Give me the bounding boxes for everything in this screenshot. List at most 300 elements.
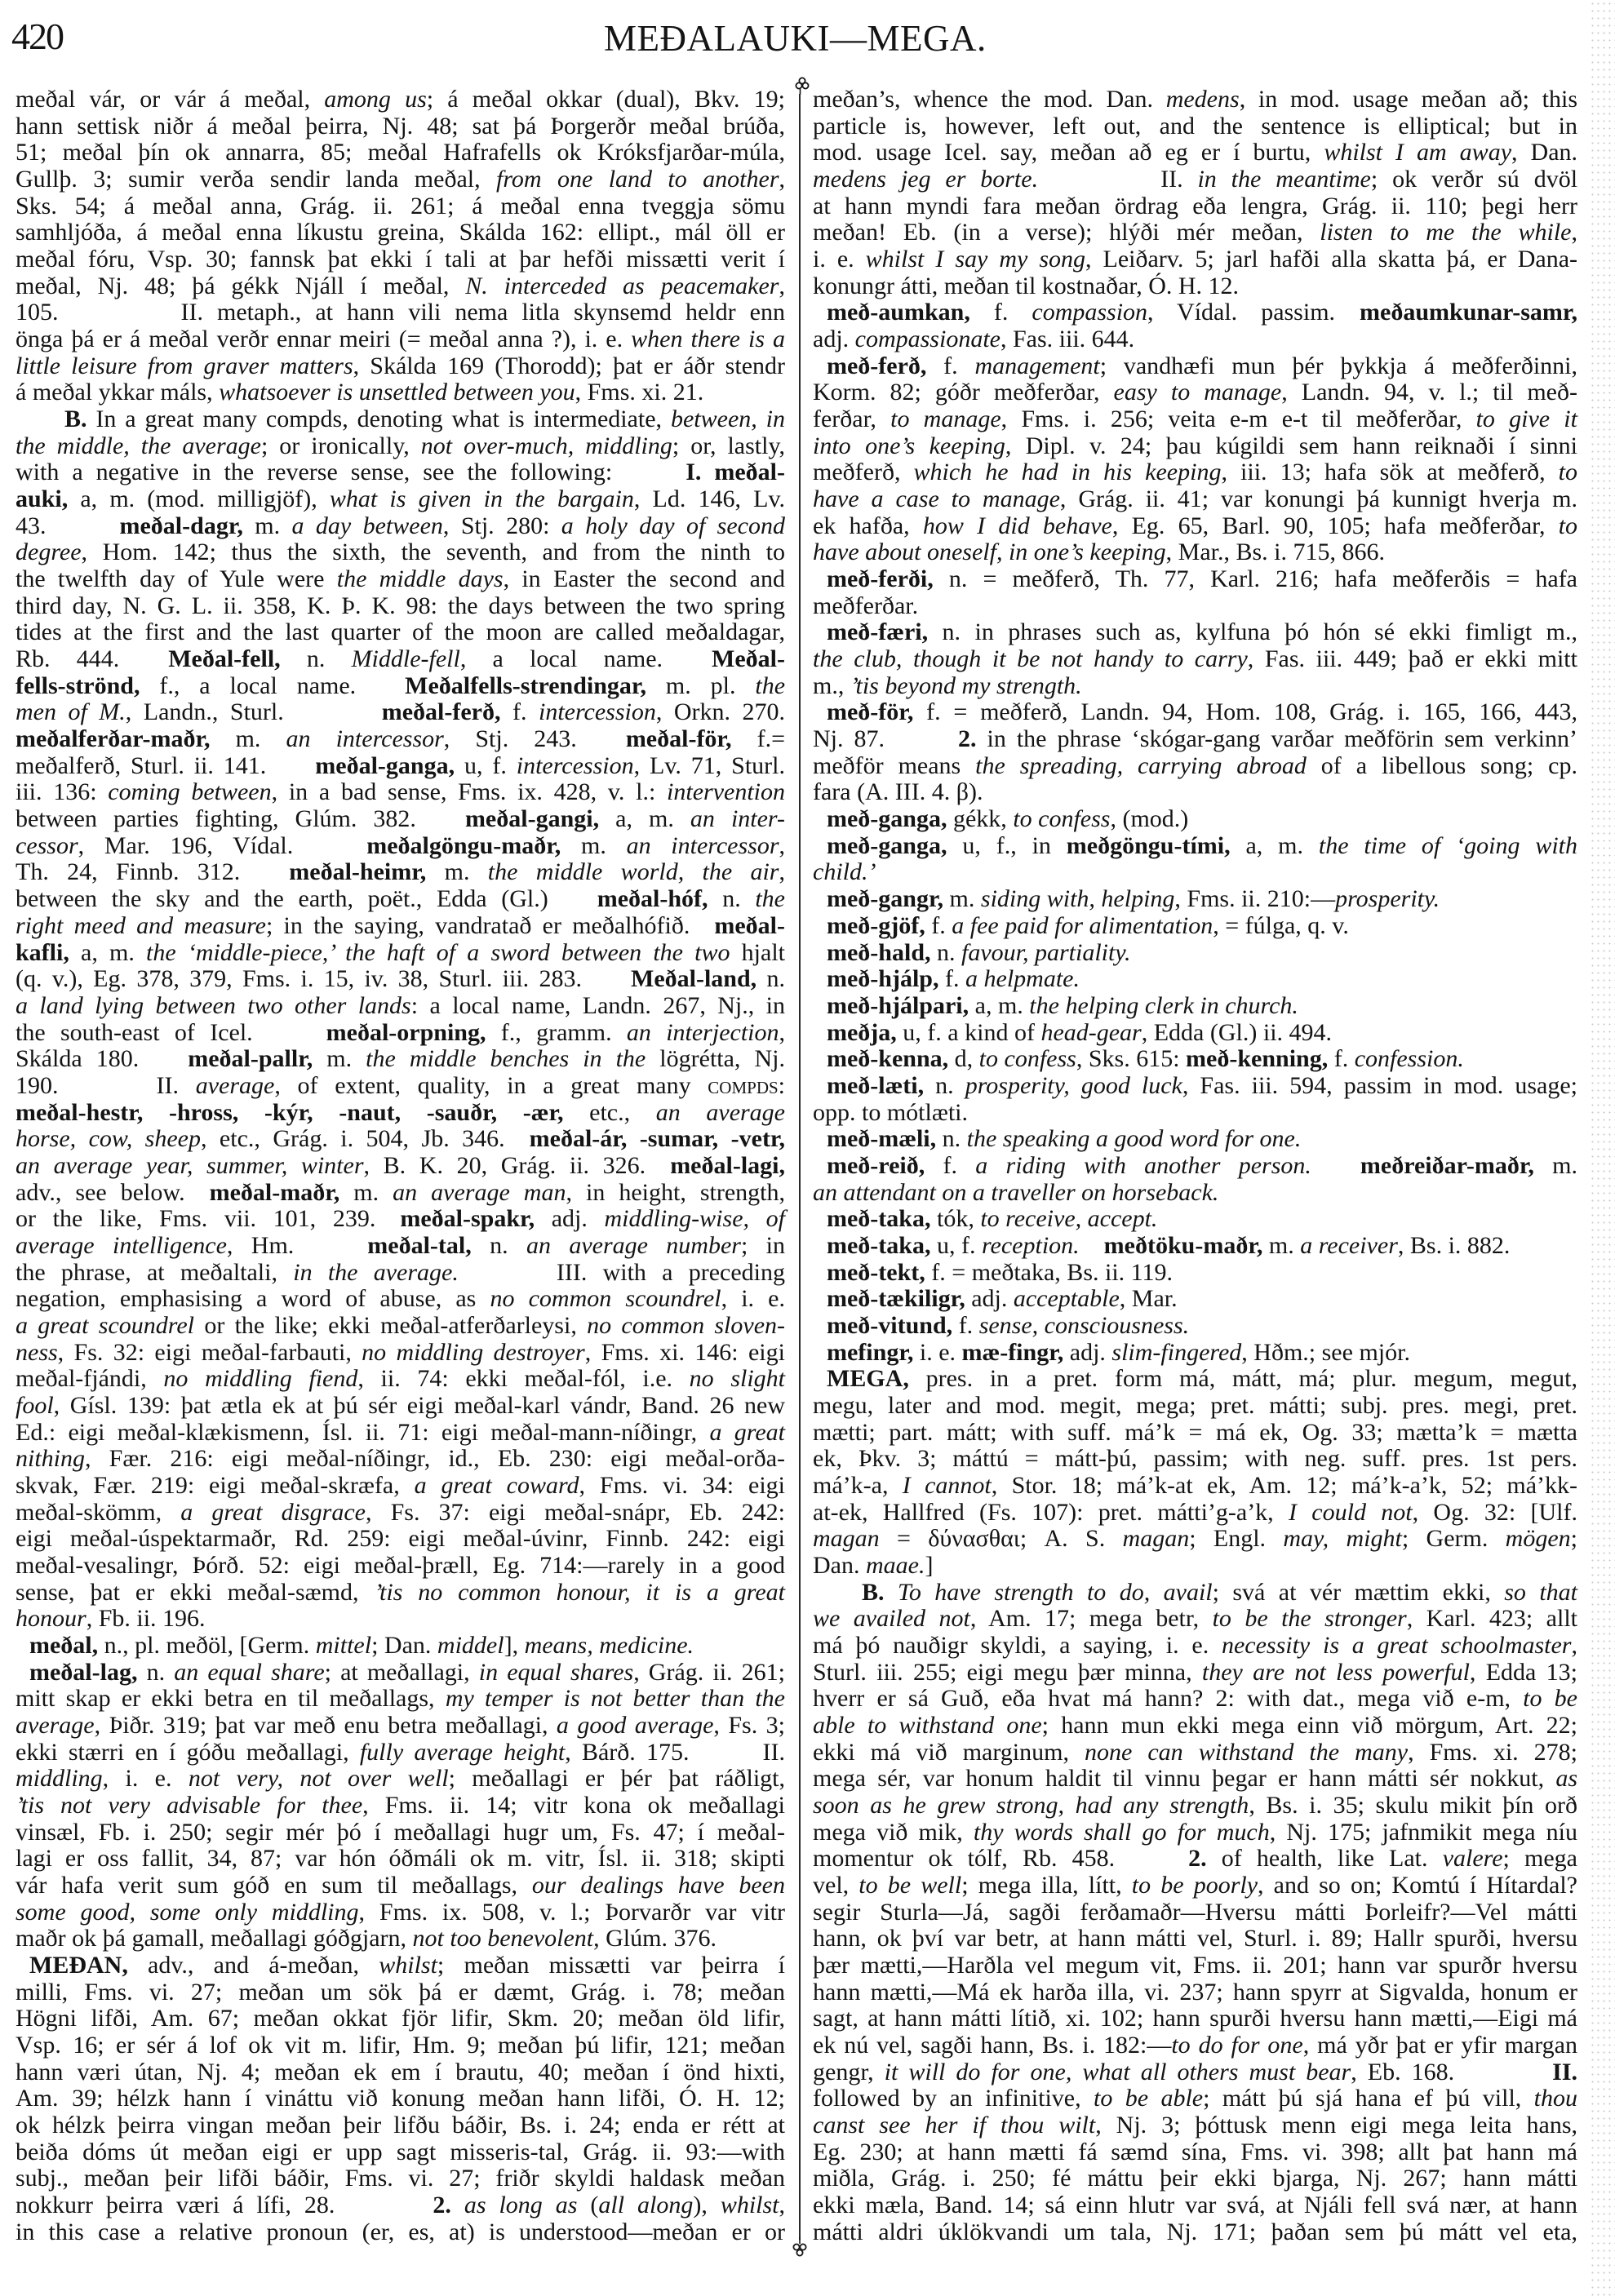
english-gloss: all along [598, 2192, 694, 2219]
english-gloss: the spreading, carrying abroad [975, 751, 1307, 779]
line-text [16, 753, 785, 780]
entry-text: of a libellous song; cp. [1306, 751, 1577, 779]
entry-text: meðan! Eb. (in a verse); hlýði mér meðan, [813, 219, 1320, 246]
text-line [813, 2032, 1577, 2059]
line-text [16, 1180, 785, 1207]
text-line [813, 1660, 1577, 1687]
entry-text: , Lv. 71, Sturl. [633, 751, 785, 779]
entry-text: , Glúm. 376. [593, 1925, 717, 1952]
headword: með-hjálp, [827, 965, 939, 993]
entry-text: at-ek, Hallfred (Fs. 107): pret. mátti’g-a’k, [813, 1498, 1289, 1526]
entry-text: konungr átti, meðan til kostnaðar, Ó. H. 12. [813, 272, 1240, 299]
text-line [813, 539, 1577, 566]
english-gloss: the ‘middle-piece,’ the haft of a sword between the two [146, 938, 730, 966]
text-line [16, 1580, 785, 1607]
dictionary-entry [813, 1073, 1577, 1126]
entry-text: gengr, [813, 2058, 885, 2085]
entry-text: n. [137, 1658, 175, 1686]
entry-text: between the sky and the earth, poët., Edda (Gl.) [16, 885, 597, 913]
text-line [16, 2006, 785, 2032]
text-line [16, 219, 785, 246]
headword: með-tekt, [827, 1258, 925, 1286]
text-line [813, 1126, 1577, 1153]
english-gloss: an average year, summer, winter [16, 1151, 364, 1179]
entry-text: ; hann mun ekki mega einn við mörgum, Art. 22; [1041, 1711, 1577, 1739]
english-gloss: horse, cow, sheep [16, 1125, 201, 1153]
section-marker: II. [762, 1738, 785, 1766]
line-text [16, 1446, 785, 1473]
entry-text: negation, emphasising a word of abuse, as [16, 1285, 490, 1313]
line-text [16, 1313, 785, 1340]
english-gloss: whilst [379, 1952, 437, 1979]
line-text [64, 406, 785, 433]
entry-text: Vsp. 16; er sér á lof ok vit m. lifir, Hm. 9; meðan þú lifir, 121; meðan [16, 2032, 785, 2059]
line-text [16, 2032, 785, 2059]
text-line [813, 753, 1577, 780]
text-line [16, 1020, 785, 1047]
english-gloss: thy words shall go for much [973, 1818, 1270, 1846]
line-text [813, 1952, 1577, 1979]
line-text [16, 2219, 785, 2246]
english-gloss: a holy day of second [561, 512, 785, 539]
entry-text [1038, 166, 1160, 193]
text-line [16, 859, 785, 886]
english-gloss: I could not [1289, 1498, 1413, 1526]
line-text [813, 1713, 1577, 1740]
english-gloss: men of M. [16, 698, 126, 726]
text-line [16, 326, 785, 353]
text-line [16, 779, 785, 806]
text-line [16, 1073, 785, 1100]
entry-text: , Dan. [1511, 139, 1578, 166]
entry-text: m. [313, 1045, 366, 1073]
line-text [29, 1633, 694, 1660]
text-line [16, 379, 785, 406]
line-text [813, 113, 1577, 140]
text-line [16, 86, 785, 113]
english-gloss: an average number [526, 1231, 741, 1259]
dictionary-entry [813, 1153, 1577, 1206]
line-text [16, 140, 785, 166]
entry-text: the twelfth day of Yule were [16, 565, 337, 593]
english-gloss: have about oneself, in one’s keeping [813, 539, 1166, 566]
line-text [16, 1500, 785, 1527]
text-line [813, 1420, 1577, 1447]
dictionary-entry [813, 1366, 1577, 1579]
entry-text: m. [242, 512, 292, 539]
text-line [813, 1766, 1577, 1793]
text-line [16, 1952, 785, 1979]
entry-text [459, 1259, 557, 1286]
entry-text: adj. [1063, 1338, 1112, 1366]
text-line [813, 2165, 1577, 2192]
headword: meðal-tal, [367, 1231, 472, 1259]
entry-text: n. in phrases such as, kylfuna þó hón sé ekki fimligt m., [928, 618, 1577, 646]
scan-edge-speckle [1590, 0, 1615, 2296]
entry-text: Am. 39; hélzk hann í vináttu við konung meðan hann lifði, Ó. H. 12; [16, 2085, 785, 2112]
line-text [16, 1526, 785, 1553]
english-gloss: they are not less powerful [1201, 1658, 1470, 1686]
entry-text: , Grág. ii. 261; [633, 1658, 785, 1686]
line-text [813, 2112, 1577, 2139]
text-line [16, 1660, 785, 1687]
running-head: MEÐALAUKI—MEGA. [604, 18, 987, 59]
entry-text: , Dipl. v. 24; þau kúgildi sem hann reiknaði í sinni [1005, 432, 1577, 459]
text-line [813, 913, 1577, 940]
text-line [813, 326, 1577, 353]
entry-text: Eg. 230; at hann mætti fá sæmd sína, Fms. vi. 398; allt þat hann má [813, 2138, 1577, 2165]
line-text [813, 2006, 1577, 2032]
entry-text: f. [926, 352, 975, 379]
text-line [813, 699, 1577, 726]
text-line [16, 886, 785, 913]
text-line [813, 859, 1577, 886]
text-line [813, 966, 1577, 993]
english-gloss: able to withstand one [813, 1711, 1042, 1739]
text-line [16, 806, 785, 833]
entry-text: n. [280, 645, 352, 673]
english-gloss: reception. [981, 1231, 1080, 1259]
line-text [16, 2059, 785, 2086]
entry-text: , Bs. i. 882. [1397, 1231, 1511, 1259]
dictionary-entry [813, 1260, 1577, 1287]
dictionary-entry [813, 699, 1577, 806]
english-gloss: to [1558, 512, 1578, 539]
english-gloss: average [195, 1071, 275, 1099]
entry-text: or the like; ekki meðal-atferðarleysi, [194, 1311, 588, 1339]
entry-text: meðal, Nj. 48; þá gékk Njáll í meðal, [16, 272, 466, 299]
entry-text: ; ok verðr sú dvöl [1370, 166, 1578, 193]
line-text [827, 913, 1349, 940]
entry-text: , Fs. 3; [713, 1711, 785, 1739]
entry-text: , Nj. 175; jafnmikit mega níu [1269, 1818, 1577, 1846]
english-gloss: an intercessor [286, 725, 444, 753]
line-text [16, 1873, 785, 1899]
text-line [16, 513, 785, 540]
entry-text: ; Engl. [1189, 1525, 1284, 1553]
english-gloss: an intercessor [626, 831, 779, 859]
text-line [16, 1500, 785, 1527]
english-gloss: medens jeg er borte. [813, 166, 1039, 193]
dictionary-entry [813, 1340, 1577, 1367]
text-line [16, 1286, 785, 1313]
text-line [16, 246, 785, 273]
entry-text: , Fb. ii. 196. [86, 1605, 206, 1633]
entry-text: , Skálda 169 (Thorodd); þat er áðr stendr [353, 352, 785, 379]
entry-text: Gullþ. 3; sumir verða sendir landa meðal, [16, 166, 497, 193]
text-line [813, 1553, 1577, 1580]
text-line [16, 1553, 785, 1580]
line-text [16, 379, 703, 406]
line-text [813, 779, 983, 806]
line-text [827, 1153, 1577, 1180]
text-line [16, 1713, 785, 1740]
english-gloss: our dealings have been [531, 1872, 785, 1899]
entry-text: (q. v.), Eg. 378, 379, Fms. i. 15, iv. 38, Sturl. iii. 283. [16, 965, 632, 993]
entry-text [701, 459, 714, 485]
text-line [813, 513, 1577, 540]
line-text [813, 140, 1577, 166]
text-line [813, 1206, 1577, 1233]
entry-text: , Nj. 3; þóttusk menn eigi mega leita hans, [1095, 2112, 1577, 2139]
dictionary-entry [813, 966, 1577, 993]
entry-text: , [779, 1018, 785, 1046]
english-gloss: the middle, the average [16, 432, 261, 459]
line-text [16, 1393, 785, 1420]
line-text [16, 1713, 785, 1740]
text-line [16, 2165, 785, 2192]
english-gloss: easy to manage [1113, 379, 1282, 406]
text-line [16, 833, 785, 860]
text-line [16, 166, 785, 193]
dictionary-entry [813, 806, 1577, 833]
text-line [16, 1633, 785, 1660]
headword: Meðal-fell, [168, 645, 281, 673]
text-line [16, 1846, 785, 1873]
entry-text: u, f. [455, 751, 517, 779]
entry-text: mega sér, var honum haldit til vinnu þegar er hann mátti sér nokkut, [813, 1765, 1556, 1793]
english-gloss: prosperity. [1335, 885, 1440, 913]
line-text [813, 1766, 1577, 1793]
entry-text: nokkurr þeirra væri á lífi, 28. [16, 2192, 433, 2219]
english-gloss: to be [1523, 1685, 1577, 1713]
section-marker: II. [156, 1071, 179, 1099]
entry-text: , [779, 831, 786, 859]
entry-text: n. [708, 885, 756, 913]
entry-text: , [779, 858, 785, 886]
english-gloss: as [1555, 1765, 1577, 1793]
entry-text: , [1571, 1631, 1577, 1659]
line-text [16, 193, 785, 220]
text-line [813, 1793, 1577, 1820]
line-text [16, 1846, 785, 1873]
entry-text: ferðar, [813, 406, 891, 433]
english-gloss: none can withstand the many [1085, 1738, 1409, 1766]
entry-text: ; Germ. [1401, 1525, 1506, 1553]
entry-text: , in height, strength, [566, 1178, 785, 1206]
entry-text: Rb. 444. [16, 645, 169, 673]
entry-text: , a local name. [459, 645, 712, 673]
entry-text: , Leiðarv. 5; jarl hafði alla skatta þá, er Dana- [1085, 246, 1578, 273]
entry-text: sagt, at hann mátti lítið, xi. 102; hann spurði hversu hann mætti,—Eigi má [813, 2005, 1577, 2032]
text-line [813, 1606, 1577, 1633]
english-gloss: soon as he grew strong, had any strength [813, 1792, 1249, 1819]
line-text [16, 246, 785, 273]
headword: meðaumkunar-samr, [1360, 299, 1577, 326]
headword: meðal- [714, 459, 786, 486]
line-text [827, 833, 1577, 860]
entry-text: at hann myndi fara meðan ördrag eða lengra, Grág. ii. 110; þegi herr [813, 192, 1577, 219]
line-text [16, 646, 785, 673]
english-gloss: middling [16, 1765, 103, 1793]
entry-text: , Gísl. 139: þat ætla ek at þú sér eigi meðal-karl vándr, Band. 26 new [53, 1391, 785, 1419]
entry-text: á meðal ykkar máls, [16, 379, 220, 406]
line-text [16, 566, 785, 593]
text-line [813, 459, 1577, 486]
entry-text: f. [925, 911, 952, 939]
text-line [813, 1899, 1577, 1926]
text-line [813, 273, 1577, 300]
line-text [827, 1046, 1464, 1073]
english-gloss: no slight [689, 1365, 785, 1393]
entry-text: gékk, [947, 805, 1014, 833]
entry-text [885, 1579, 898, 1606]
english-gloss: Middle-fell [351, 645, 460, 673]
english-gloss: N. interceded as peacemaker [465, 272, 779, 299]
text-line [16, 940, 785, 967]
headword: kafli, [16, 938, 69, 966]
english-gloss: in the average. [293, 1258, 459, 1286]
entry-text: Sks. 54; á meðal anna, Grág. ii. 261; á meðal enna tveggja sömu [16, 192, 785, 219]
entry-text: f. = meðtaka, Bs. ii. 119. [925, 1258, 1174, 1286]
line-text [16, 726, 785, 753]
english-gloss: little leisure from graver matters [16, 352, 353, 379]
entry-text: In a great many compds, denoting what is intermediate, [87, 406, 671, 433]
entry-text: n. [930, 938, 961, 966]
entry-text: Högni lifði, Am. 67; meðan okkat fjör lifir, Skm. 20; meðan öld lifir, [16, 2005, 785, 2032]
line-text [813, 1820, 1577, 1846]
line-text [16, 2192, 785, 2219]
text-line [813, 1020, 1577, 1047]
english-gloss: average [16, 1711, 95, 1739]
line-text [16, 1420, 785, 1447]
entry-text: , i. e. [721, 1285, 785, 1313]
text-line [813, 1926, 1577, 1952]
entry-text: 190. [16, 1071, 157, 1099]
entry-text: ; á meðal okkar (dual), Bkv. 19; [426, 86, 785, 113]
dictionary-entry [813, 619, 1577, 699]
entry-text: : [778, 1071, 786, 1099]
english-gloss: to confess [1013, 805, 1111, 833]
text-line [16, 673, 785, 700]
line-text [16, 673, 785, 700]
text-line [813, 1473, 1577, 1500]
entry-text: , [779, 272, 785, 299]
headword: með-kenning, [1186, 1045, 1329, 1073]
line-text [813, 1926, 1577, 1952]
line-text [827, 886, 1440, 913]
section-marker: B. [862, 1578, 885, 1606]
english-gloss: the time of ‘going with [1318, 831, 1578, 859]
entry-text: ek hafða, [813, 512, 923, 539]
entry-text: vel, [813, 1872, 859, 1899]
section-marker: II. [1160, 166, 1183, 193]
text-line [16, 539, 785, 566]
line-text [16, 459, 785, 486]
line-text [16, 1926, 717, 1952]
line-text [827, 299, 1577, 326]
english-gloss: a helpmate. [965, 965, 1080, 993]
english-gloss: head-gear [1040, 1018, 1142, 1046]
line-text [16, 486, 785, 513]
headword: meðal-för, [625, 725, 732, 753]
text-line [813, 1313, 1577, 1340]
text-line [16, 593, 785, 620]
entry-text: , Bárð. 175. [565, 1738, 763, 1766]
english-gloss: middel [437, 1631, 504, 1659]
entry-text: , Eg. 65, Barl. 90, 105; hafa meðferðar, [1111, 512, 1559, 539]
line-text [813, 2192, 1577, 2219]
text-line [813, 2219, 1577, 2246]
line-text [16, 699, 785, 726]
line-text [16, 1340, 785, 1367]
left-column [16, 86, 785, 2245]
headword: meðal-gangi, [464, 805, 600, 833]
text-line [813, 940, 1577, 967]
headword: með-taka, [827, 1231, 931, 1259]
entry-text: of health, like Lat. [1206, 1845, 1443, 1873]
text-line [813, 166, 1577, 193]
entry-text: mátti aldri úklökvandi um tala, Nj. 171; þaðan sem þú mátt vel eta, [813, 2218, 1577, 2245]
entry-text: , B. K. 20, Grág. ii. 326. [363, 1151, 671, 1179]
entry-subsection [16, 406, 785, 1633]
line-text [16, 273, 785, 300]
entry-text: mega við mik, [813, 1818, 974, 1846]
text-line [16, 1606, 785, 1633]
entry-text: ekki má við marginum, [813, 1738, 1085, 1766]
entry-text: a, m. [969, 991, 1030, 1019]
text-line [16, 1340, 785, 1367]
text-line [16, 1793, 785, 1820]
entry-text: between parties fighting, Glúm. 382. [16, 805, 465, 833]
text-line [813, 246, 1577, 273]
line-text [827, 1340, 1410, 1367]
text-line [813, 833, 1577, 860]
entry-text: ek, Þkv. 3; máttú = mátt-þú, passim; with neg. suff. pres. 1st pers. [813, 1445, 1577, 1473]
text-line [16, 1260, 785, 1287]
text-line [16, 1926, 785, 1952]
entry-text: a, m. [1230, 831, 1319, 859]
text-line [813, 353, 1577, 380]
line-text [813, 1526, 1577, 1553]
line-text [813, 486, 1577, 513]
text-line [813, 1366, 1577, 1393]
entry-text: m. [943, 885, 981, 913]
headword: auki, [16, 485, 69, 513]
headword: Meðalfells-strendingar, [405, 672, 646, 699]
english-gloss: average intelligence [16, 1231, 227, 1259]
entry-text: , [779, 166, 785, 193]
entry-text: , Hm. [226, 1231, 368, 1259]
entry-text [179, 1072, 196, 1099]
text-line [16, 2192, 785, 2219]
headword: með-færi, [827, 618, 929, 646]
entry-text: m. pl. [646, 672, 756, 699]
headword: með-hjálpari, [827, 991, 969, 1019]
text-line [813, 193, 1577, 220]
line-text [827, 1260, 1173, 1287]
entry-text: u, f., in [947, 831, 1067, 859]
text-line [16, 1313, 785, 1340]
english-gloss: fully average height [359, 1738, 566, 1766]
line-text [813, 246, 1577, 273]
english-gloss: between, in [670, 406, 785, 433]
fleuron-bottom-icon [791, 2237, 809, 2258]
headword: með-kenna, [827, 1045, 949, 1073]
entry-text: n., pl. meðöl, [Germ. [98, 1631, 316, 1659]
entry-text: ( [577, 2192, 599, 2219]
entry-text: f., a local name. [140, 672, 406, 699]
entry-text: hann, ok því var betr, at hann mátti vel, Sturl. i. 89; Hallr spurði, hversu [813, 1925, 1577, 1952]
text-line [813, 646, 1577, 673]
line-text [16, 299, 785, 326]
entry-text: pres. in a pret. form má, mátt, má; plur. megum, megut, [908, 1365, 1577, 1393]
entry-text: , Fas. iii. 644. [1000, 326, 1135, 353]
english-gloss: from one land to another [496, 166, 779, 193]
english-gloss: among us [324, 86, 427, 113]
entry-text: ; [1570, 1525, 1577, 1553]
entry-text: f.= [731, 725, 785, 753]
